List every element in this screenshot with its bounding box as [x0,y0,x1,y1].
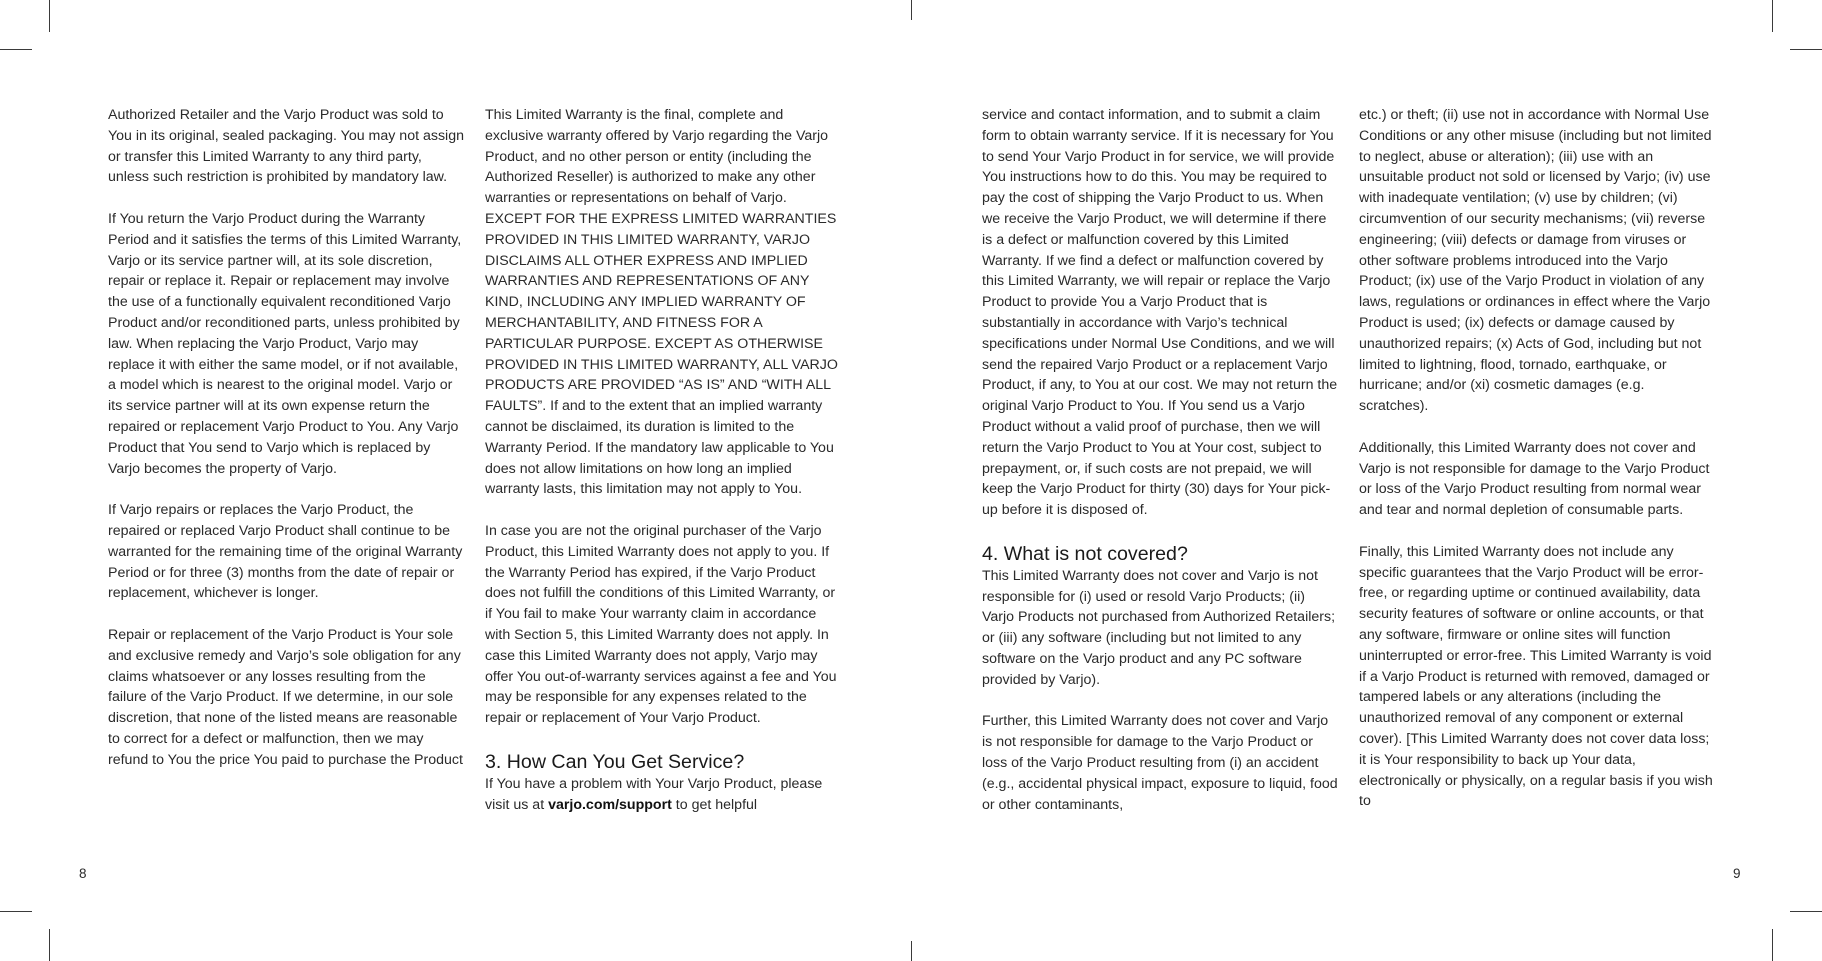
section-heading-service: 3. How Can You Get Service? [485,750,745,773]
crop-mark [911,0,912,20]
paragraph: This Limited Warranty is the final, complete and exclusive warranty offered by Varjo regarding the Varjo Product, and no other person or entity (including the Authorized Reseller) is authorized to make any other warranties or representations on behalf of Varjo. EXCEPT FOR THE EXPRESS LIMITED WARRANTIES PROVIDED IN THIS LIMITED WARRANTY, VARJO DISCLAIMS ALL OTHER EXPRESS AND IMPLIED WARRANTIES AND REPRESENTATIONS OF ANY KIND, INCLUDING ANY IMPLIED WARRANTY OF MERCHANTABILITY, AND FITNESS FOR A PARTICULAR PURPOSE. EXCEPT AS OTHERWISE PROVIDED IN THIS LIMITED WARRANTY, ALL VARJO PRODUCTS ARE PROVIDED “AS IS” AND “WITH ALL FAULTS”. If and to the extent that an implied warranty cannot be disclaimed, its duration is limited to the Warranty Period. If the mandatory law applicable to You does not allow limitations on how long an implied warranty lasts, this limitation may not apply to You. [485,107,838,498]
paragraph: service and contact information, and to submit a claim form to obtain warranty service. If it is necessary for You to send Your Varjo Product in for service, we will provide You instructions how to do this. You may be required to pay the cost of shipping the Varjo Product to us. When we receive the Varjo Product, we will determine if there is a defect or malfunction covered by this Limited Warranty. If we find a defect or malfunction covered by this Limited Warranty, we will repair or replace the Varjo Product to provide You a Varjo Product that is substantially in accordance with Varjo’s technical specifications under Normal Use Conditions, and we will send the repaired Varjo Product or a replacement Varjo Product, if any, to You at our cost. We may not return the original Varjo Product to You. If You send us a Varjo Product without a valid proof of purchase, then we will return the Varjo Product to You at Your cost, subject to prepayment, or, if such costs are not prepaid, we will keep the Varjo Product for thirty (30) days for Your pick-up before it is disposed of. [982,107,1338,519]
paragraph: Additionally, this Limited Warranty does not cover and Varjo is not responsible for damage to the Varjo Product or loss of the Varjo Product resulting from normal wear and tear and normal depletion of consumable parts. [1359,439,1710,519]
crop-mark [49,0,50,32]
paragraph: Further, this Limited Warranty does not cover and Varjo is not responsible for damage to the Varjo Product or loss of the Varjo Product resulting from (i) an accident (e.g., accidental physical impact, exposure to liquid, food or other contaminants, [982,713,1338,813]
crop-mark [1790,911,1822,912]
page-number-right: 9 [1733,866,1741,881]
crop-mark [0,49,32,50]
paragraph: In case you are not the original purchaser of the Varjo Product, this Limited Warranty does not apply to you. If the Warranty Period has expired, if the Varjo Product does not fulfill the conditions of this Limited Warranty, or if You fail to make Your warranty claim in accordance with Section 5, this Limited Warranty does not apply. In case this Limited Warranty does not apply, Varjo may offer You out-of-warranty services against a fee and You may be responsible for any expenses related to the repair or replacement of Your Varjo Product. [485,522,837,727]
section-heading-not-covered: 4. What is not covered? [982,542,1188,565]
crop-mark [1772,929,1773,961]
paragraph: If Varjo repairs or replaces the Varjo Product, the repaired or replaced Varjo Product shall continue to be warranted for the remaining time of the original Warranty Period or for three (3) months from the date of repair or replacement, whichever is longer. [108,502,463,602]
paragraph: This Limited Warranty does not cover and Varjo is not responsible for (i) used or resold Varjo Products; (ii) Varjo Products not purchased from Authorized Retailers; or (iii) any software (including but not limited to any software on the Varjo product and any PC software provided by Varjo). [982,567,1336,688]
text: If You have a problem with Your Varjo Product, please visit us at [485,775,823,813]
page-number-left: 8 [79,866,87,881]
right-page-column-2 [1359,105,1715,812]
left-page-column-1 [108,105,464,771]
support-link[interactable]: varjo.com/support [548,796,672,813]
text: to get helpful [671,796,758,813]
left-page-column-2 [485,105,841,815]
paragraph: Repair or replacement of the Varjo Product is Your sole and exclusive remedy and Varjo’s sole obligation for any claims whatsoever or any losses resulting from the failure of the Varjo Product. If we determine, in our sole discretion, that none of the listed means are reasonable to correct for a defect or malfunction, then we may refund to You the price You paid to purchase the Product [108,626,463,768]
crop-mark [911,941,912,961]
crop-mark [1790,49,1822,50]
paragraph: Finally, this Limited Warranty does not include any specific guarantees that the Varjo Product will be error-free, or regarding uptime or continued availability, data security features of software or online accounts, or that any software, firmware or online sites will function uninterrupted or error-free. This Limited Warranty is void if a Varjo Product is returned with removed, damaged or tampered labels or any alterations (including the unauthorized removal of any component or external cover). [This Limited Warranty does not cover data loss; it is Your responsibility to back up Your data, electronically or physically, on a regular basis if you wish to [1359,543,1713,810]
paragraph: Authorized Retailer and the Varjo Product was sold to You in its original, sealed packaging. You may not assign or transfer this Limited Warranty to any third party, unless such restriction is prohibited by mandatory law. [108,107,464,186]
paragraph [485,774,841,816]
crop-mark [1772,0,1773,32]
crop-mark [49,929,50,961]
paragraph: If You return the Varjo Product during the Warranty Period and it satisfies the terms of this Limited Warranty, Varjo or its service partner will, at its sole discretion, repair or replace it. Repair or replacement may involve the use of a functionally equivalent reconditioned Varjo Product and/or reconditioned parts, unless prohibited by law. When replacing the Varjo Product, Varjo may replace it with either the same model, or if not available, a model which is nearest to the original model. Varjo or its service partner will at its own expense return the repaired or replacement Varjo Product to You. Any Varjo Product that You send to Varjo which is replaced by Varjo becomes the property of Varjo. [108,210,462,477]
crop-mark [0,911,32,912]
paragraph: etc.) or theft; (ii) use not in accordance with Normal Use Conditions or any other misuse (including but not limited to neglect, abuse or alteration); (iii) use with an unsuitable product not sold or licensed by Varjo; (iv) use with inadequate ventilation; (v) use by children; (vi) circumvention of our security mechanisms; (vii) reverse engineering; (viii) defects or damage from viruses or other software problems introduced into the Varjo Product; (ix) use of the Varjo Product in violation of any laws, regulations or ordinances in effect where the Varjo Product is used; (ix) defects or damage caused by unauthorized repairs; (x) Acts of God, including but not limited to lightning, flood, tornado, earthquake, or hurricane; and/or (xi) cosmetic damages (e.g. scratches). [1359,107,1712,415]
right-page-column-1 [982,105,1338,815]
